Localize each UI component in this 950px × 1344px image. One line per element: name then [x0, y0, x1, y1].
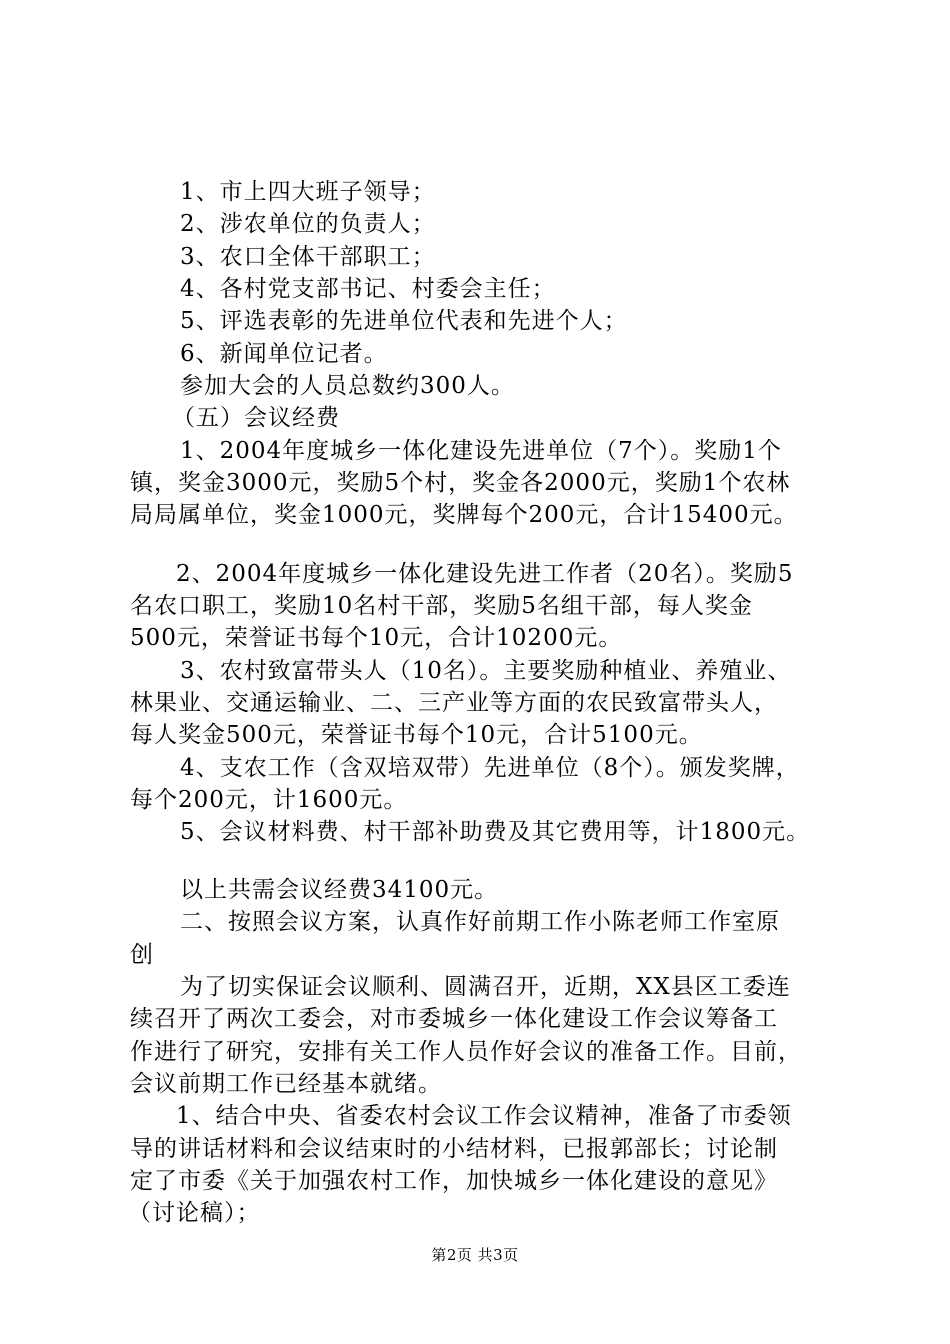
text-line: 导的讲话材料和会议结束时的小结材料，已报郭部长；讨论制	[130, 1136, 778, 1162]
text-line: 4、支农工作（含双培双带）先进单位（8个）。颁发奖牌，	[180, 755, 800, 781]
text-line: 每个200元，计1600元。	[130, 787, 408, 813]
text-line: 每人奖金500元，荣誉证书每个10元，合计5100元。	[130, 722, 703, 748]
text-line: 5、会议材料费、村干部补助费及其它费用等，计1800元。	[180, 819, 811, 845]
text-line: 3、农村致富带头人（10名）。主要奖励种植业、养殖业、	[180, 658, 792, 684]
text-line: 以上共需会议经费34100元。	[180, 877, 499, 903]
section-heading: （五）会议经费	[172, 405, 340, 431]
text-line: 6、新闻单位记者。	[180, 341, 388, 367]
text-line: 500元，荣誉证书每个10元，合计10200元。	[130, 625, 623, 651]
section-heading: 二、按照会议方案，认真作好前期工作小陈老师工作室原	[180, 909, 780, 935]
text-line: 1、2004年度城乡一体化建设先进单位（7个）。奖励1个	[180, 438, 782, 464]
text-line: 2、2004年度城乡一体化建设先进工作者（20名）。奖励5	[176, 561, 794, 587]
page-number: 第2页 共3页	[431, 1246, 519, 1264]
text-line: 1、结合中央、省委农村会议工作会议精神，准备了市委领	[176, 1103, 792, 1129]
text-line: 参加大会的人员总数约300人。	[180, 373, 515, 399]
text-line: 2、涉农单位的负责人；	[180, 211, 436, 237]
text-line: 局局属单位，奖金1000元，奖牌每个200元，合计15400元。	[130, 502, 798, 528]
text-line: 名农口职工，奖励10名村干部，奖励5名组干部，每人奖金	[130, 593, 753, 619]
text-line: 定了市委《关于加强农村工作，加快城乡一体化建设的意见》	[130, 1168, 778, 1194]
text-line: 为了切实保证会议顺利、圆满召开，近期，XX县区工委连	[180, 974, 791, 1000]
text-line: 5、评选表彰的先进单位代表和先进个人；	[180, 308, 628, 334]
text-line: 作进行了研究，安排有关工作人员作好会议的准备工作。目前，	[130, 1039, 802, 1065]
text-line: 会议前期工作已经基本就绪。	[130, 1071, 442, 1097]
text-line: 林果业、交通运输业、二、三产业等方面的农民致富带头人，	[130, 690, 778, 716]
text-line: 3、农口全体干部职工；	[180, 244, 436, 270]
text-line: 4、各村党支部书记、村委会主任；	[180, 276, 556, 302]
text-line: 1、市上四大班子领导；	[180, 179, 436, 205]
text-line: 创	[130, 942, 154, 968]
text-line: 镇，奖金3000元，奖励5个村，奖金各2000元，奖励1个农林	[130, 470, 791, 496]
text-line: 续召开了两次工委会，对市委城乡一体化建设工作会议筹备工	[130, 1006, 778, 1032]
text-line: （讨论稿）；	[128, 1200, 261, 1226]
